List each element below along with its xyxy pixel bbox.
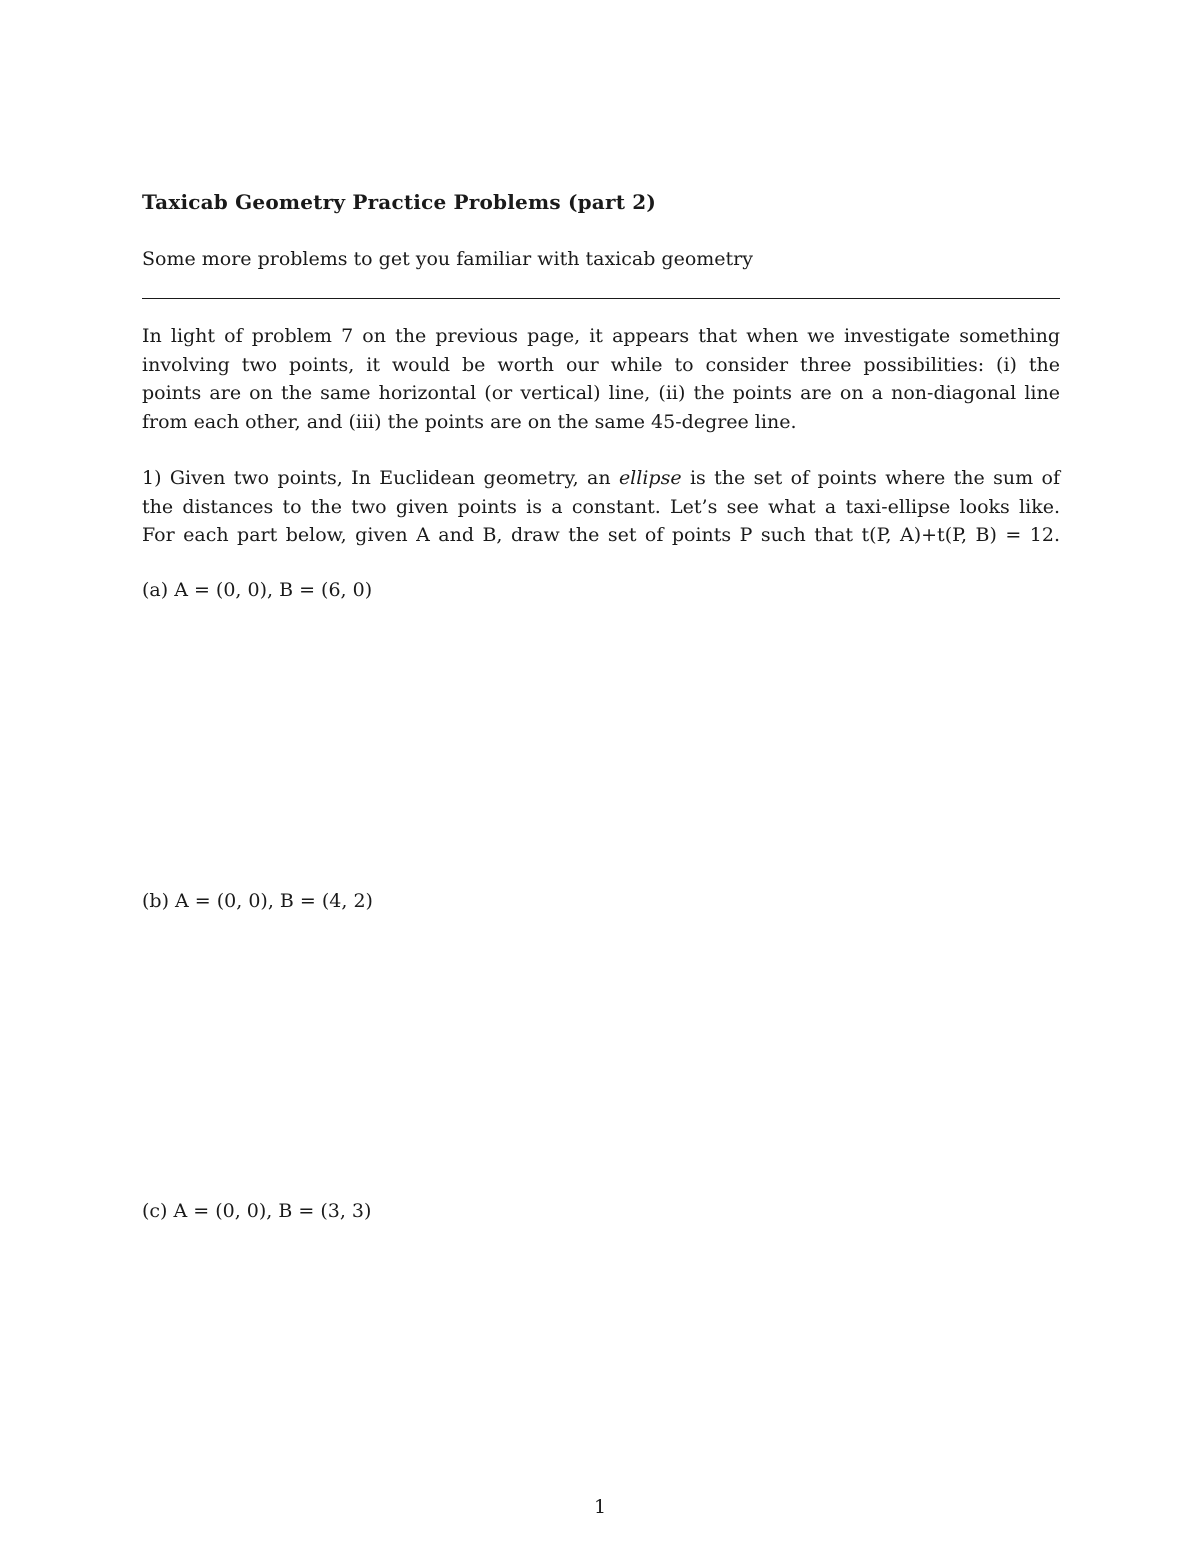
problem-1-text: 1) Given two points, In Euclidean geometry, an — [142, 467, 619, 489]
problem-1-paragraph — [142, 464, 1060, 550]
intro-line: from each other, and (iii) the points are on the same 45-degree line. — [142, 410, 797, 433]
ellipse-term: ellipse — [618, 467, 682, 489]
intro-line: In light of problem 7 on the previous page, it appears that when we investigate something — [142, 325, 1060, 347]
part-b-label: (b) A = (0, 0), B = (4, 2) — [142, 890, 373, 912]
horizontal-rule — [142, 298, 1060, 299]
part-c-label: (c) A = (0, 0), B = (3, 3) — [142, 1200, 372, 1222]
problem-1-line: the distances to the two given points is a constant. Let’s see what a taxi-ellipse looks like. — [142, 495, 1060, 518]
document-subtitle: Some more problems to get you familiar with taxicab geometry — [142, 248, 753, 270]
problem-1-text: is the set of points where the sum of — [681, 467, 1060, 489]
part-a-label: (a) A = (0, 0), B = (6, 0) — [142, 579, 373, 601]
intro-line: involving two points, it would be worth our while to consider three possibilities: (i) the — [142, 353, 1060, 376]
document-title: Taxicab Geometry Practice Problems (part 2) — [142, 190, 657, 214]
intro-paragraph — [142, 322, 1060, 436]
problem-1-line: For each part below, given A and B, draw the set of points P such that t(P, A)+t(P, B) = 12. — [142, 524, 1060, 546]
problem-1-line — [142, 464, 1060, 493]
intro-line: points are on the same horizontal (or vertical) line, (ii) the points are on a non-diagonal line — [142, 382, 1060, 404]
page-number: 1 — [593, 1496, 607, 1518]
